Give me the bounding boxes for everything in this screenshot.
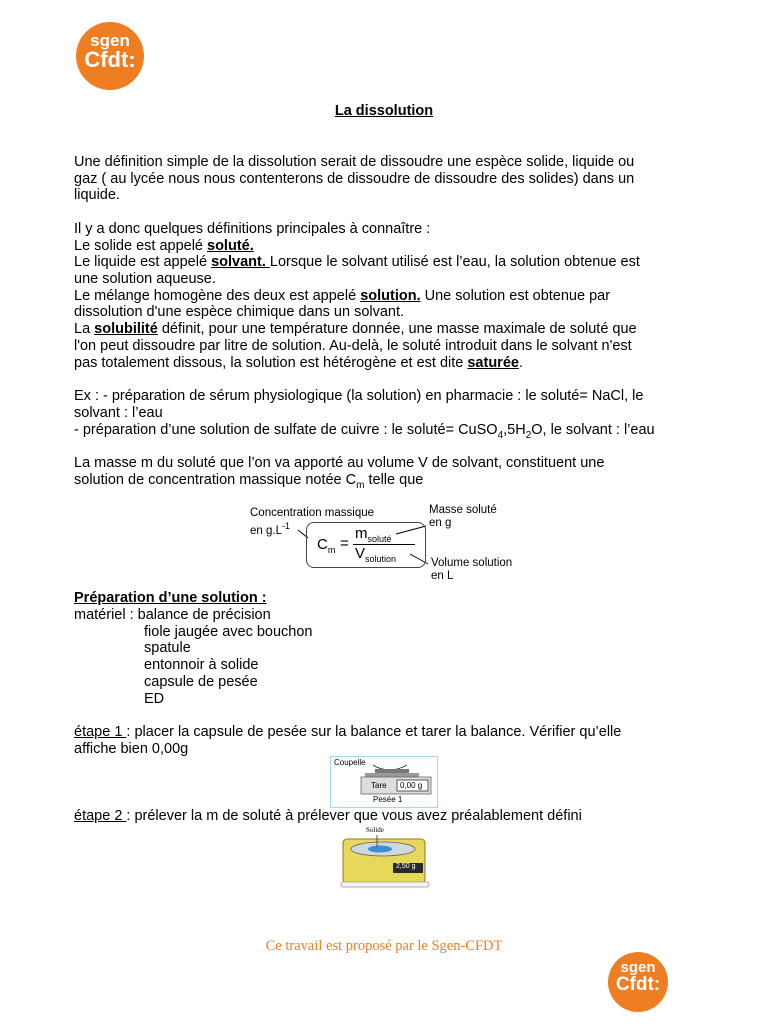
example-line-1: Ex : - préparation de sérum physiologique (la solution) en pharmacie : le soluté= NaCl, le: [74, 388, 644, 404]
logo-line2: Cfdt:: [615, 974, 661, 995]
balance-solide-drawing: [333, 825, 433, 891]
mass-line-2: solution de concentration massique notée $C_m$ telle que: [74, 472, 424, 491]
term-solvant: solvant.: [211, 254, 270, 270]
defs-line-5: Le mélange homogène des deux est appelé solution. Une solution est obtenue par: [74, 288, 611, 304]
material-item: fiole jaugée avec bouchon: [144, 624, 313, 640]
balance-display: 0,00 g: [400, 781, 423, 790]
step-2: étape 2 : prélever la m de soluté à prélever que vous avez préalablement défini: [74, 808, 582, 824]
coupelle-label: Coupelle: [334, 758, 366, 767]
step-1-cont: affiche bien 0,00g: [74, 741, 189, 757]
page-title: La dissolution: [334, 103, 434, 119]
formula-box: [306, 522, 426, 568]
defs-line-3: Le liquide est appelé solvant. Lorsque le solvant utilisé est l’eau, la solution obtenue est: [74, 254, 640, 270]
sgen-cfdt-logo-bottom: [608, 952, 668, 1012]
balance-tare-image: [330, 756, 438, 808]
formula-numerator: $m_{soluté}$: [355, 525, 392, 544]
prep-heading: Préparation d’une solution :: [74, 590, 267, 606]
material-item: ED: [144, 691, 165, 707]
intro-line-3: liquide.: [74, 187, 120, 203]
scale-caption: Pesée 1: [373, 795, 403, 804]
material-item: capsule de pesée: [144, 674, 258, 690]
formula-cm: $C_m$: [317, 536, 336, 555]
logo-line1: sgen: [90, 31, 130, 50]
logo-line1: sgen: [620, 959, 656, 976]
material-item: spatule: [144, 640, 191, 656]
material-item: entonnoir à solide: [144, 657, 259, 673]
label-concentration-unit: en $g.L^{-1}$: [250, 521, 290, 537]
footer-credit: Ce travail est proposé par le Sgen-CFDT: [265, 938, 503, 954]
term-saturee: saturée: [467, 355, 519, 371]
example-line-2: solvant : l’eau: [74, 405, 163, 421]
term-solute: soluté.: [207, 238, 254, 254]
materials-lead: matériel : balance de précision: [74, 607, 271, 623]
defs-line-2: Le solide est appelé soluté.: [74, 238, 254, 254]
intro-line-1: Une définition simple de la dissolution serait de dissoudre une espèce solide, liquide ou: [74, 154, 635, 170]
sgen-cfdt-logo-top: [76, 22, 144, 90]
defs-line-1: Il y a donc quelques définitions principales à connaître :: [74, 221, 431, 237]
solide-label: Solide: [366, 826, 384, 834]
concentration-formula: [248, 500, 528, 590]
formula-denominator: $V_{solution}$: [355, 545, 397, 564]
defs-line-6: dissolution d'une espèce chimique dans un solvant.: [74, 304, 405, 320]
tare-button: Tare: [371, 781, 387, 790]
step-1: étape 1 : placer la capsule de pesée sur la balance et tarer la balance. Vérifier qu’elle: [74, 724, 622, 740]
label-concentration: Concentration massique: [250, 507, 375, 519]
label-mass-unit: en g: [429, 517, 452, 529]
defs-line-8: l'on peut dissoudre par litre de solution. Au-delà, le soluté introduit dans le solvant n'est: [74, 338, 632, 354]
term-solution: solution.: [360, 288, 421, 304]
defs-line-9: pas totalement dissous, la solution est hétérogène et est dite saturée.: [74, 355, 523, 371]
label-volume-unit: en L: [431, 570, 454, 582]
defs-line-7: La solubilité définit, pour une température donnée, une masse maximale de soluté que: [74, 321, 637, 337]
term-solubilite: solubilité: [94, 321, 158, 337]
mass-line-1: La masse m du soluté que l’on va apporté au volume V de solvant, constituent une: [74, 455, 605, 471]
logo-line2: Cfdt:: [84, 47, 136, 72]
label-mass: Masse soluté: [429, 504, 497, 516]
balance-solide-image: [333, 825, 433, 891]
formula-equals: =: [340, 535, 349, 552]
defs-line-4: une solution aqueuse.: [74, 271, 216, 287]
intro-line-2: gaz ( au lycée nous nous contenterons de dissoudre de dissoudre des solides) dans un: [74, 171, 635, 187]
label-volume: Volume solution: [431, 557, 513, 569]
balance-display-2: 2,50 g: [396, 863, 416, 870]
example-line-3: - préparation d’une solution de sulfate de cuivre : le soluté= $CuSO_4,5H_2O$, le solvant : l’eau: [74, 422, 655, 441]
